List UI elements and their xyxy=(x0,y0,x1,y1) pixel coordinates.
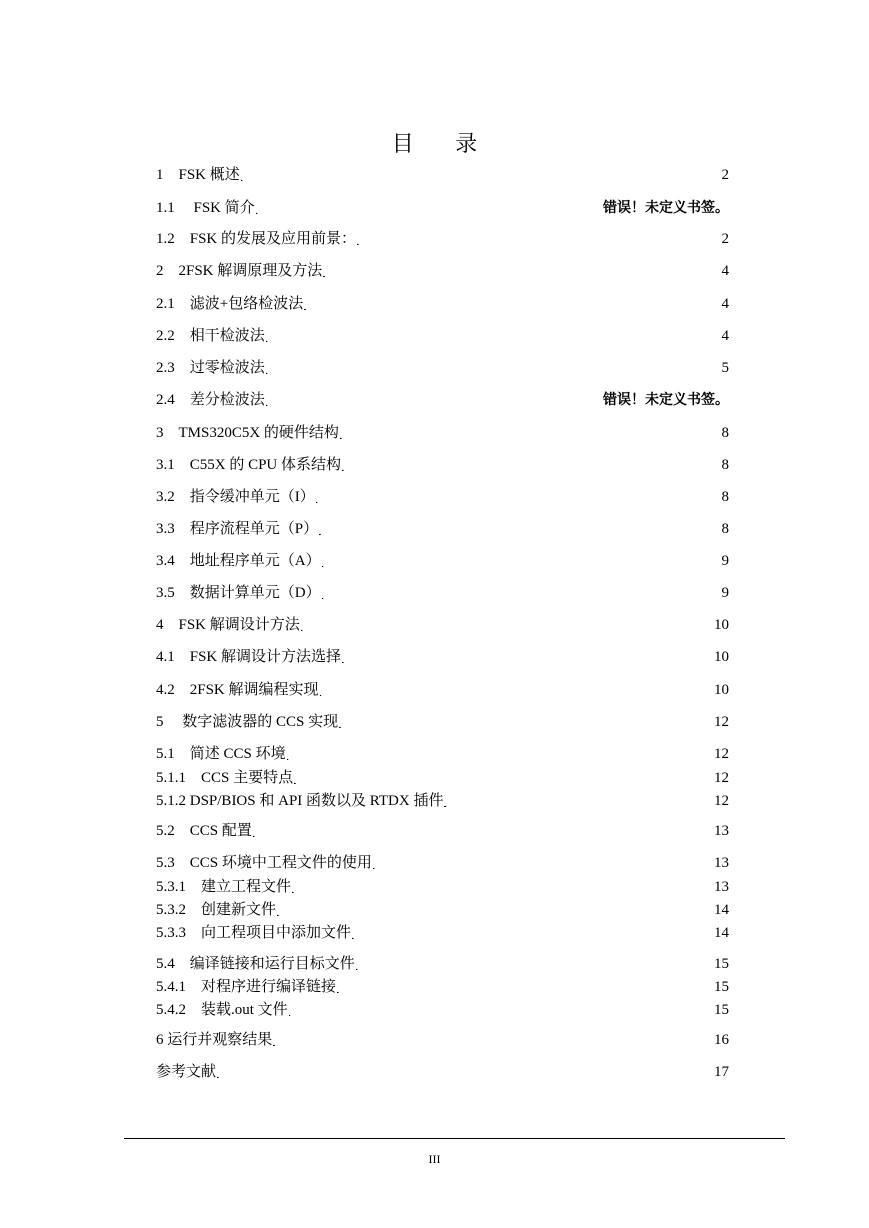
toc-entry[interactable] xyxy=(156,744,729,764)
toc-entry-label: 1 FSK 概述 xyxy=(156,167,240,183)
toc-entry-label: 5.3.1 建立工程文件 xyxy=(156,879,292,895)
toc-entry-label: 3.3 程序流程单元（P） xyxy=(156,521,319,537)
dot-leader xyxy=(342,455,720,475)
toc-entry-page: 错误！未定义书签。 xyxy=(603,200,729,216)
toc-entry-label: 6 运行并观察结果 xyxy=(156,1032,273,1048)
toc-entry[interactable] xyxy=(156,519,729,539)
toc-entry-page: 12 xyxy=(714,714,729,730)
toc-entry-label: 2.4 差分检波法 xyxy=(156,392,265,408)
dot-leader xyxy=(266,326,721,346)
toc-entry-page: 16 xyxy=(714,1032,729,1048)
toc-entry-page: 15 xyxy=(714,979,729,995)
toc-entry-label: 5 数字滤波器的 CCS 实现 xyxy=(156,714,339,730)
toc-entry-label: 5.4.1 对程序进行编译链接 xyxy=(156,979,337,995)
toc-entry-label: 3 TMS320C5X 的硬件结构 xyxy=(156,425,339,441)
toc-entry-label: 5.4 编译链接和运行目标文件 xyxy=(156,956,355,972)
dot-leader xyxy=(340,423,721,443)
dot-leader xyxy=(337,977,713,997)
toc-entry-label: 2.1 滤波+包络检波法 xyxy=(156,296,304,312)
toc-entry-page: 14 xyxy=(714,902,729,918)
toc-entry[interactable] xyxy=(156,229,729,249)
toc-entry-label: 3.1 C55X 的 CPU 体系结构 xyxy=(156,457,342,473)
toc-entry-page: 17 xyxy=(714,1064,729,1080)
dot-leader xyxy=(320,680,713,700)
toc-entry[interactable] xyxy=(156,165,729,185)
toc-entry-label: 3.4 地址程序单元（A） xyxy=(156,553,321,569)
dot-leader xyxy=(323,261,720,281)
dot-leader xyxy=(356,954,713,974)
toc-entry-page: 12 xyxy=(714,770,729,786)
dot-leader xyxy=(292,877,713,897)
toc-entry-page: 13 xyxy=(714,879,729,895)
dot-leader xyxy=(217,1062,713,1082)
toc-entry[interactable] xyxy=(156,358,729,378)
toc-entry-label: 5.3.3 向工程项目中添加文件 xyxy=(156,925,352,941)
toc-entry-page: 15 xyxy=(714,1002,729,1018)
toc-entry-label: 5.1 简述 CCS 环境 xyxy=(156,746,286,762)
toc-entry[interactable] xyxy=(156,390,729,410)
dot-leader xyxy=(266,358,721,378)
dot-leader xyxy=(342,647,713,667)
toc-entry[interactable] xyxy=(156,680,729,700)
toc-entry-page: 4 xyxy=(721,328,729,344)
toc-entry[interactable] xyxy=(156,294,729,314)
toc-entry[interactable] xyxy=(156,877,729,897)
toc-entry[interactable] xyxy=(156,791,729,811)
toc-entry-page: 4 xyxy=(721,296,729,312)
toc-entry[interactable] xyxy=(156,423,729,443)
toc-entry[interactable] xyxy=(156,583,729,603)
toc-entry-label: 2 2FSK 解调原理及方法 xyxy=(156,263,323,279)
toc-entry-page: 2 xyxy=(721,231,729,247)
dot-leader xyxy=(273,1030,713,1050)
toc-entry-page: 15 xyxy=(714,956,729,972)
toc-entry-label: 5.3.2 创建新文件 xyxy=(156,902,277,918)
toc-entry[interactable] xyxy=(156,326,729,346)
dot-leader xyxy=(256,198,602,218)
footer-divider xyxy=(124,1138,785,1139)
toc-entry-label: 3.2 指令缓冲单元（I） xyxy=(156,489,315,505)
toc-entry[interactable] xyxy=(156,1062,729,1082)
toc-entry[interactable] xyxy=(156,954,729,974)
toc-entry[interactable] xyxy=(156,647,729,667)
toc-entry-label: 2.3 过零检波法 xyxy=(156,360,265,376)
toc-entry[interactable] xyxy=(156,551,729,571)
page-number: III xyxy=(428,1152,441,1166)
dot-leader xyxy=(322,551,721,571)
toc-entry-label: 5.2 CCS 配置 xyxy=(156,823,252,839)
dot-leader xyxy=(322,583,721,603)
toc-entry-page: 错误！未定义书签。 xyxy=(603,392,729,408)
toc-entry-label: 3.5 数据计算单元（D） xyxy=(156,585,321,601)
toc-entry-page: 8 xyxy=(721,457,729,473)
toc-entry-label: 2.2 相干检波法 xyxy=(156,328,265,344)
toc-entry-page: 8 xyxy=(721,521,729,537)
toc-entry[interactable] xyxy=(156,615,729,635)
dot-leader xyxy=(352,923,713,943)
toc-entry-page: 9 xyxy=(721,585,729,601)
toc-entry-label: 4.2 2FSK 解调编程实现 xyxy=(156,682,319,698)
dot-leader xyxy=(304,294,720,314)
toc-entry-page: 8 xyxy=(721,489,729,505)
toc-entry[interactable] xyxy=(156,821,729,841)
toc-entry-label: 4 FSK 解调设计方法 xyxy=(156,617,300,633)
toc-entry-label: 1.2 FSK 的发展及应用前景： xyxy=(156,231,357,247)
dot-leader xyxy=(287,744,713,764)
toc-entry-label: 5.1.1 CCS 主要特点 xyxy=(156,770,294,786)
toc-entry-page: 9 xyxy=(721,553,729,569)
toc-entry[interactable] xyxy=(156,768,729,788)
toc-entry-page: 8 xyxy=(721,425,729,441)
toc-entry-page: 10 xyxy=(714,649,729,665)
dot-leader xyxy=(373,853,713,873)
toc-entry-page: 10 xyxy=(714,617,729,633)
toc-entry-page: 13 xyxy=(714,855,729,871)
toc-entry[interactable] xyxy=(156,977,729,997)
toc-entry[interactable] xyxy=(156,261,729,281)
toc-entry-page: 10 xyxy=(714,682,729,698)
toc-entry[interactable] xyxy=(156,853,729,873)
toc-entry-label: 5.1.2 DSP/BIOS 和 API 函数以及 RTDX 插件 xyxy=(156,793,444,809)
toc-entry[interactable] xyxy=(156,712,729,732)
dot-leader xyxy=(241,165,721,185)
toc-entry[interactable] xyxy=(156,198,729,218)
dot-leader xyxy=(301,615,713,635)
toc-entry-page: 12 xyxy=(714,746,729,762)
dot-leader xyxy=(339,712,713,732)
dot-leader xyxy=(294,768,713,788)
toc-entry-label: 4.1 FSK 解调设计方法选择 xyxy=(156,649,342,665)
toc-entry-label: 参考文献 xyxy=(156,1064,217,1080)
toc-entry-page: 5 xyxy=(721,360,729,376)
toc-entry[interactable] xyxy=(156,923,729,943)
toc-entry[interactable] xyxy=(156,900,729,920)
dot-leader xyxy=(319,519,720,539)
toc-entry-page: 13 xyxy=(714,823,729,839)
dot-leader xyxy=(277,900,713,920)
toc-entry-label: 5.3 CCS 环境中工程文件的使用 xyxy=(156,855,372,871)
dot-leader xyxy=(444,791,713,811)
toc-entry-label: 5.4.2 装载.out 文件 xyxy=(156,1002,288,1018)
dot-leader xyxy=(357,229,720,249)
toc-entry[interactable] xyxy=(156,455,729,475)
toc-entry[interactable] xyxy=(156,1030,729,1050)
toc-entry[interactable] xyxy=(156,1000,729,1020)
toc-title: 目 录 xyxy=(391,131,496,156)
toc-entry-label: 1.1 FSK 简介 xyxy=(156,200,255,216)
dot-leader xyxy=(266,390,602,410)
toc-entry-page: 12 xyxy=(714,793,729,809)
toc-entry-page: 14 xyxy=(714,925,729,941)
dot-leader xyxy=(253,821,713,841)
toc-entry-page: 2 xyxy=(721,167,729,183)
dot-leader xyxy=(316,487,721,507)
toc-entry[interactable] xyxy=(156,487,729,507)
dot-leader xyxy=(289,1000,713,1020)
toc-entry-page: 4 xyxy=(721,263,729,279)
